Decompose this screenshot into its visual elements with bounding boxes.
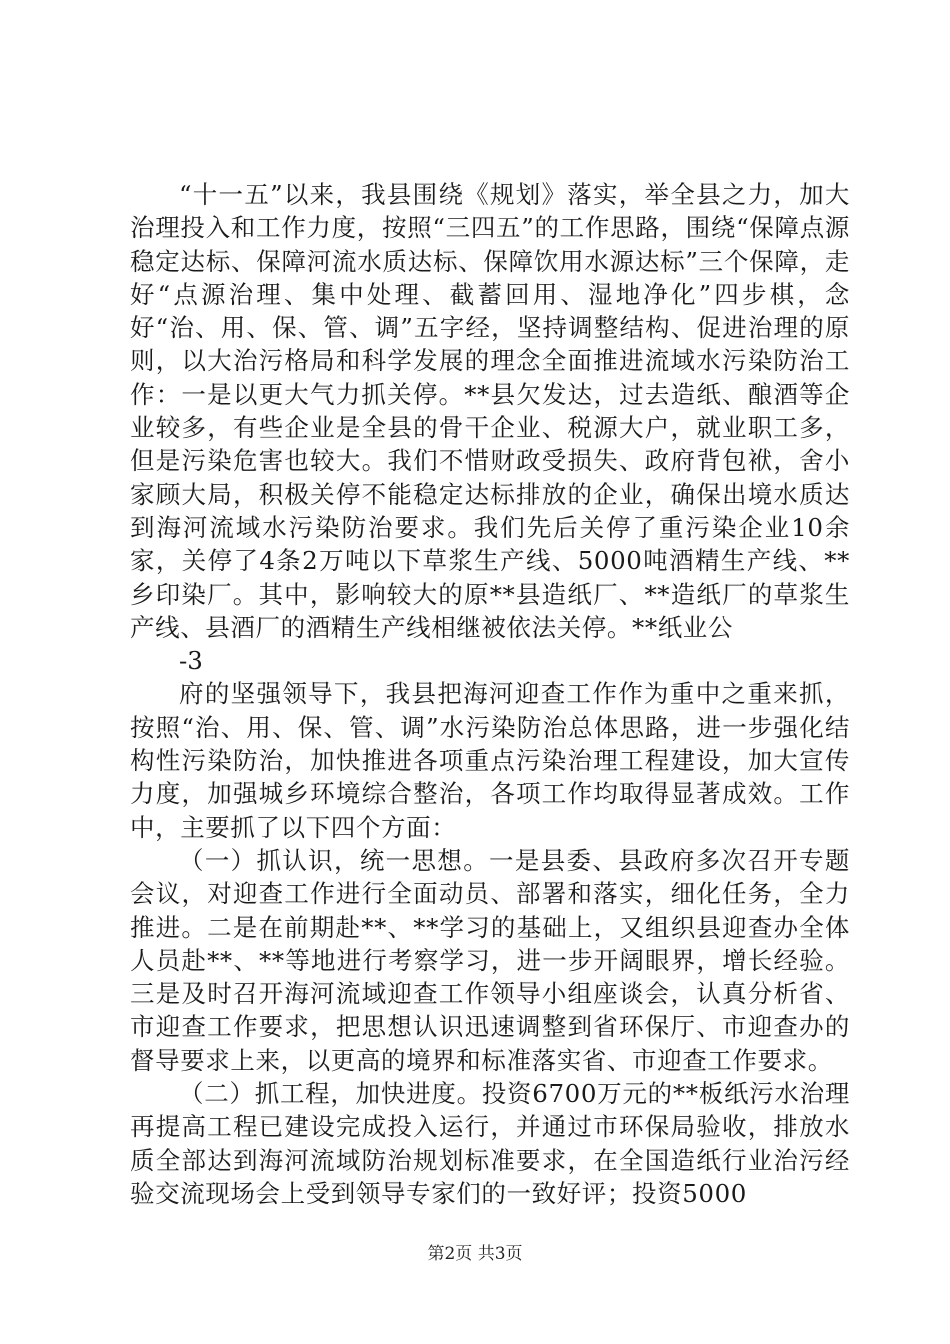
page-footer: 第2页 共3页 bbox=[427, 1244, 523, 1264]
paragraph-4: （二）抓工程，加快进度。投资6700万元的**板纸污水治理再提高工程已建设完成投入运行，并通过市环保局验收，排放水质全部达到海河流域防治规划标准要求，在全国造纸行业治污经验交流现场会上受到领导专家们的一致好评；投资5000 bbox=[130, 1079, 850, 1208]
paragraph-3: （一）抓认识，统一思想。一是县委、县政府多次召开专题会议，对迎查工作进行全面动员、部署和落实，细化任务，全力推进。二是在前期赴**、**学习的基础上，又组织县迎查办全体人员赴**、**等地进行考察学习，进一步开阔眼界，增长经验。三是及时召开海河流域迎查工作领导小组座谈会，认真分析省、市迎查工作要求，把思想认识迅速调整到省环保厅、市迎查办的督导要求上来，以更高的境界和标准落实省、市迎查工作要求。 bbox=[130, 845, 850, 1075]
page-marker: -3 bbox=[179, 646, 203, 676]
paragraph-2: 府的坚强领导下，我县把海河迎查工作作为重中之重来抓，按照“治、用、保、管、调”水污染防治总体思路，进一步强化结构性污染防治，加快推进各项重点污染治理工程建设，加大宣传力度，加强城乡环境综合整治，各项工作均取得显著成效。工作中，主要抓了以下四个方面： bbox=[130, 679, 850, 842]
paragraph-1: “十一五”以来，我县围绕《规划》落实，举全县之力，加大治理投入和工作力度，按照“三四五”的工作思路，围绕“保障点源稳定达标、保障河流水质达标、保障饮用水源达标”三个保障，走好“点源治理、集中处理、截蓄回用、湿地净化”四步棋，念好“治、用、保、管、调”五字经，坚持调整结构、促进治理的原则，以大治污格局和科学发展的理念全面推进流域水污染防治工作：一是以更大气力抓关停。**县欠发达，过去造纸、酿酒等企业较多，有些企业是全县的骨干企业、税源大户，就业职工多，但是污染危害也较大。我们不惜财政受损失、政府背包袱，舍小家顾大局，积极关停不能稳定达标排放的企业，确保出境水质达到海河流域水污染防治要求。我们先后关停了重污染企业10余家，关停了4条2万吨以下草浆生产线、5000吨酒精生产线、**乡印染厂。其中，影响较大的原**县造纸厂、**造纸厂的草浆生产线、县酒厂的酒精生产线相继被依法关停。**纸业公 bbox=[130, 180, 850, 642]
document-body bbox=[130, 178, 850, 1210]
